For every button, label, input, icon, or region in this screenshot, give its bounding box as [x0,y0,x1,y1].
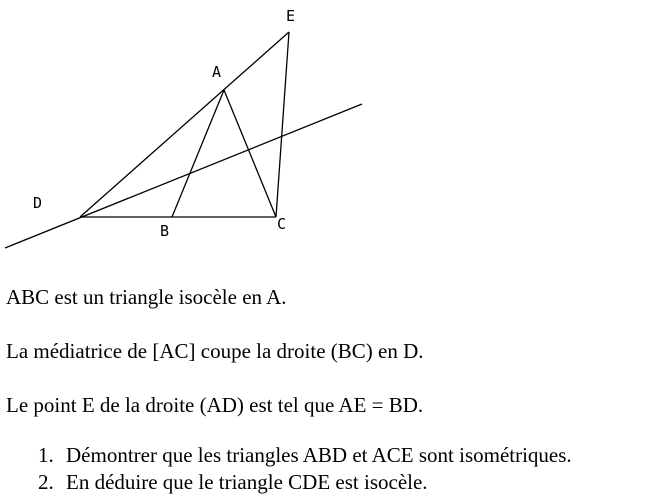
question-item [0,442,572,469]
line-de [80,32,289,217]
question-item [0,469,572,496]
statement-bisector: La médiatrice de [AC] coupe la droite (BC) en D. [6,339,424,363]
label-e: E [286,7,296,25]
statement-isosceles: ABC est un triangle isocèle en A. [6,285,287,309]
label-c: C [277,215,287,233]
label-d: D [33,194,43,212]
question-list [0,442,572,496]
question-text: En déduire que le triangle CDE est isocèle. [66,470,428,494]
label-a: A [212,63,222,81]
question-number: 1. [38,443,54,467]
statement-point-e: Le point E de la droite (AD) est tel que AE = BD. [6,393,424,417]
segment-ce [276,32,289,217]
segment-ab [172,90,224,217]
label-b: B [160,222,170,240]
question-text: Démontrer que les triangles ABD et ACE sont isométriques. [66,443,572,467]
segment-ac [224,90,276,217]
question-number: 2. [38,470,54,494]
